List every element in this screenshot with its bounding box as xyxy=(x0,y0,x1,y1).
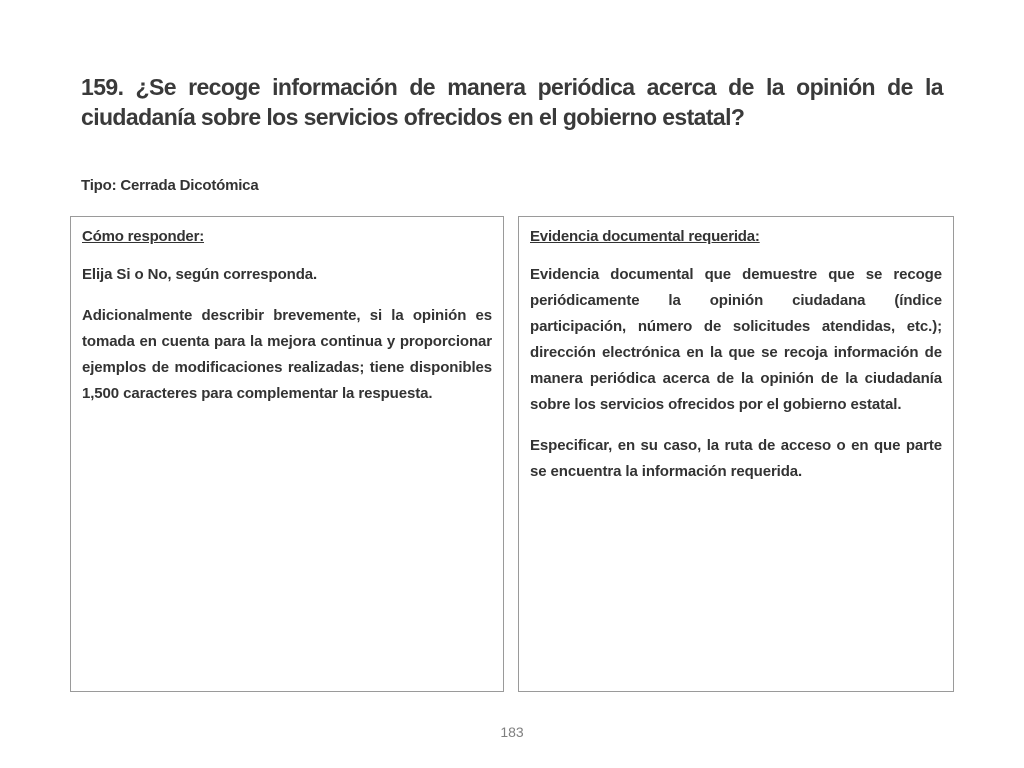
page-number: 183 xyxy=(500,724,524,740)
answer-details: Adicionalmente describir brevemente, si la opinión es tomada en cuenta para la mejora continua y proporcionar ejemplos de modificaciones realizadas; tiene disponibles 1,500 caracteres para complementar la respuesta. xyxy=(82,307,492,402)
question-title: 159. ¿Se recoge información de manera periódica acerca de la opinión de la ciudadanía sobre los servicios ofrecidos en el gobierno estatal? xyxy=(81,74,943,130)
required-evidence-box xyxy=(518,216,954,692)
evidence-description: Evidencia documental que demuestre que se recoge periódicamente la opinión ciudadana (índice participación, número de solicitudes atendidas, etc.); dirección electrónica en la que se recoja información de manera periódica acerca de la opinión de la ciudadanía sobre los servicios ofrecidos por el gobierno estatal. xyxy=(530,266,942,413)
answer-instruction: Elija Si o No, según corresponda. xyxy=(82,266,318,283)
evidence-location-note: Especificar, en su caso, la ruta de acceso o en que parte se encuentra la información requerida. xyxy=(530,437,942,480)
question-type: Tipo: Cerrada Dicotómica xyxy=(81,177,259,194)
how-to-answer-box xyxy=(70,216,504,692)
required-evidence-heading: Evidencia documental requerida: xyxy=(530,228,760,245)
how-to-answer-heading: Cómo responder: xyxy=(82,228,205,245)
